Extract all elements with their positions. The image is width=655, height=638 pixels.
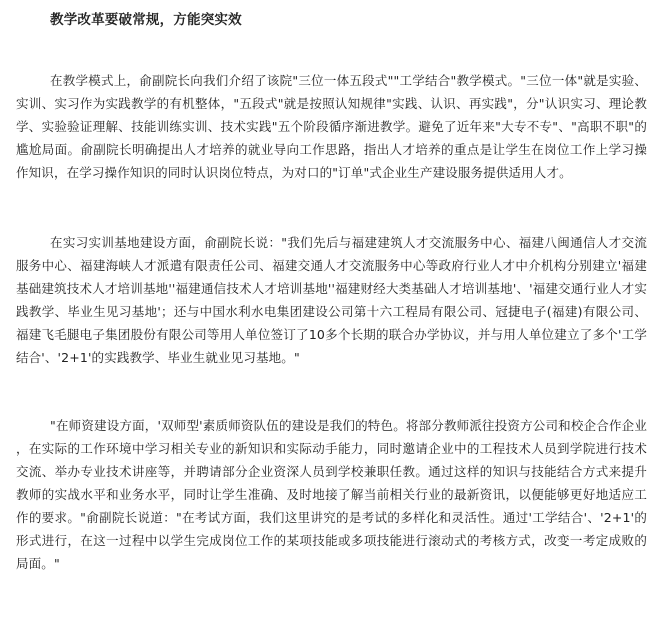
paragraph-faculty-exam: "在师资建设方面，'双师型'素质师资队伍的建设是我们的特色。将部分教师派往投资方公司和校企合作企业 ，在实际的工作环境中学习相关专业的新知识和实际动手能力，同时邀请企业中的工程技术人员到学院进行技术交流、举办专业技术讲座等，并聘请部分企业资深人员到学校兼职任教。通过这样的知识与技能结合方式来提升教师的实战水平和业务水平，同时让学生准确、及时地接了解当前相关行业的最新资讯，以便能够更好地适应工作的要求。"俞副院长说道："在考试方面，我们这里讲究的是考试的多样化和灵活性。通过'工学结合'、'2+1'的形式进行，在这一过程中以学生完成岗位工作的某项技能或多项技能进行滚动式的考核方式，改变一考定成败的局面。" bbox=[16, 418, 647, 571]
article-title: 教学改革要破常规，方能突实效 bbox=[50, 12, 242, 28]
paragraph-teaching-mode: 在教学模式上，俞副院长向我们介绍了该院"三位一体五段式""工学结合"教学模式。"三位一体"就是实验、实训、实习作为实践教学的有机整体，"五段式"就是按照认知规律"实践、认识、再实践"，分"认识实习、理论教学、实验验证理解、技能训练实训、技术实践"五个阶段循序渐进教学。避免了近年来"大专不专"、"高职不职"的尴尬局面。俞副院长明确提出人才培养的就业导向工作思路，指出人才培养的重点是让学生在岗位工作上学习操作知识，在学习操作知识的同时认识岗位特点，为对口的"订单"式企业生产建设服务提供适用人才。 bbox=[16, 73, 647, 180]
paragraph-training-base: 在实习实训基地建设方面，俞副院长说："我们先后与福建建筑人才交流服务中心、福建八闽通信人才交流服务中心、福建海峡人才派遣有限责任公司、福建交通人才交流服务中心等政府行业人才中介机构分别建立'福建基础建筑技术人才培训基地''福建通信技术人才培训基地''福建财经大类基础人才培训基地'、'福建交通行业人才实践教学、毕业生见习基地'；还与中国水利水电集团建设公司第十六工程局有限公司、冠捷电子(福建)有限公司、福建飞毛腿电子集团股份有限公司等用人单位签订了10多个长期的联合办学协议，并与用人单位建立了多个'工学结合'、'2+1'的实践教学、毕业生就业见习基地。" bbox=[16, 235, 647, 365]
